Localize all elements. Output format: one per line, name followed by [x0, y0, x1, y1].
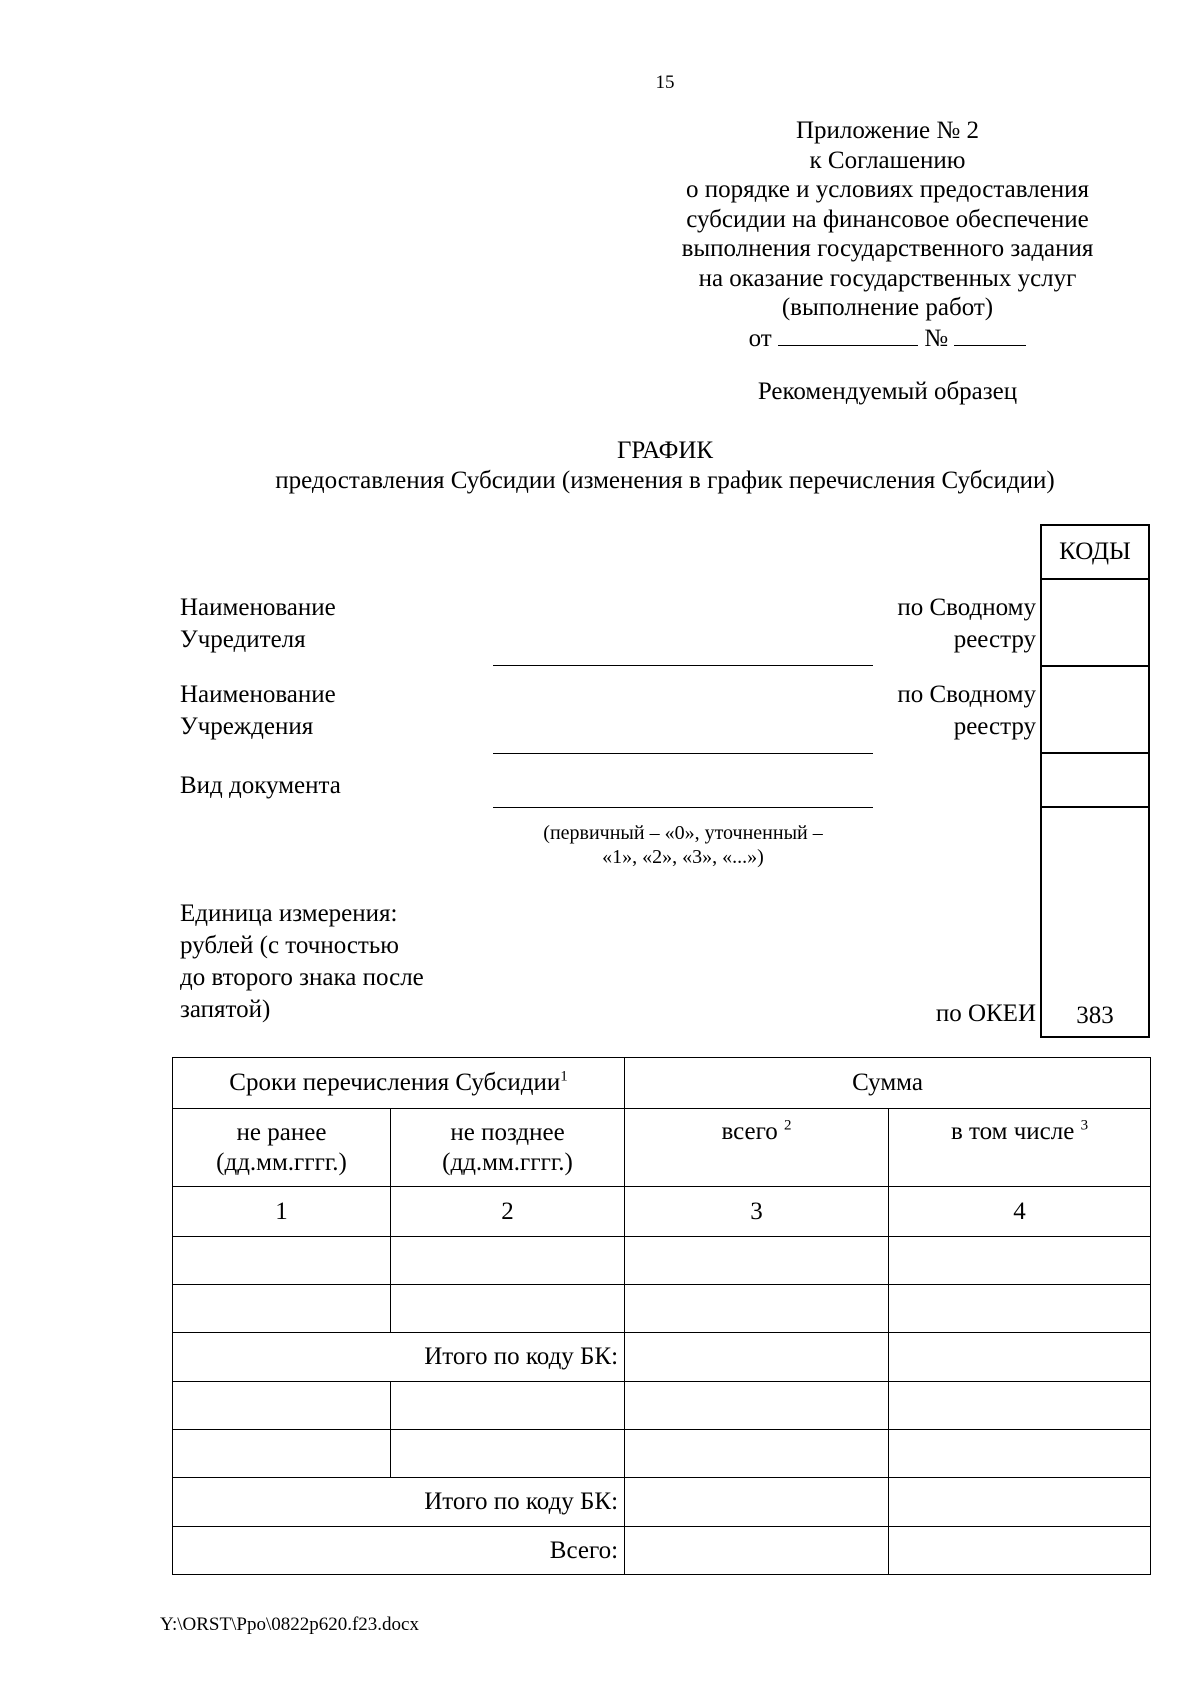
unit-label-line: до второго знака после [180, 964, 424, 991]
subtotal-label: Итого по коду БК: [173, 1478, 625, 1527]
table-cell[interactable] [391, 1237, 625, 1285]
subtotal-row [173, 1333, 1151, 1382]
sample-label: Рекомендуемый образец [757, 378, 1018, 405]
okei-label: по ОКЕИ [935, 1000, 1036, 1027]
registry-label-line: по Сводному [897, 594, 1036, 621]
col-total [625, 1109, 889, 1187]
doc-type-hint [493, 821, 873, 869]
table-cell[interactable] [889, 1430, 1151, 1478]
appendix-block [640, 116, 1135, 353]
institution-name-line[interactable] [493, 753, 873, 754]
col-number: 1 [173, 1187, 391, 1237]
table-cell[interactable] [889, 1382, 1151, 1430]
doc-type-line[interactable] [493, 807, 873, 808]
institution-name-label [180, 679, 336, 743]
table-cell[interactable] [889, 1333, 1151, 1382]
col-not-before [173, 1109, 391, 1187]
table-row [173, 1382, 1151, 1430]
appendix-line: о порядке и условиях предоставления [685, 176, 1090, 203]
subtotal-row [173, 1478, 1151, 1527]
appendix-line: Приложение № 2 [795, 117, 980, 144]
table-row [173, 1237, 1151, 1285]
table-row [173, 1430, 1151, 1478]
col-including-text: в том числе [950, 1118, 1075, 1145]
codes-header: КОДЫ [1042, 526, 1148, 580]
unit-label [180, 898, 424, 1026]
table-cell[interactable] [625, 1430, 889, 1478]
date-blank[interactable] [778, 323, 918, 346]
institution-label-line: Учреждения [180, 713, 314, 740]
appendix-line: субсидии на финансовое обеспечение [686, 205, 1089, 233]
header-sum: Сумма [625, 1058, 1151, 1109]
footnote-2: 2 [784, 1117, 792, 1134]
col-not-after-line: не позднее [450, 1118, 565, 1146]
header-terms-text: Сроки перечисления Субсидии [229, 1069, 561, 1096]
title-main: ГРАФИК [616, 437, 714, 464]
table-cell[interactable] [889, 1285, 1151, 1333]
col-not-after-line: (дд.мм.гггг.) [442, 1148, 573, 1176]
appendix-line: на оказание государственных услуг [698, 264, 1077, 292]
table-cell[interactable] [173, 1285, 391, 1333]
footnote-3: 3 [1080, 1117, 1089, 1134]
hint-line: (первичный – «0», уточненный – [543, 822, 823, 844]
col-not-after [391, 1109, 625, 1187]
table-cell[interactable] [625, 1527, 889, 1575]
table-cell[interactable] [173, 1237, 391, 1285]
table-cell[interactable] [625, 1333, 889, 1382]
page-number: 15 [655, 72, 675, 93]
table-header-row [173, 1058, 1151, 1109]
col-number: 3 [625, 1187, 889, 1237]
table-cell[interactable] [391, 1382, 625, 1430]
table-cell[interactable] [889, 1237, 1151, 1285]
founder-name-label [180, 592, 336, 656]
table-cell[interactable] [625, 1237, 889, 1285]
number-blank[interactable] [954, 323, 1026, 346]
header-terms [173, 1058, 625, 1109]
founder-label-line: Учредителя [180, 626, 306, 653]
appendix-line: (выполнение работ) [781, 294, 994, 321]
doc-type-code[interactable] [1042, 754, 1148, 808]
institution-registry-label [846, 679, 1036, 743]
table-cell[interactable] [625, 1382, 889, 1430]
codes-column [1040, 524, 1150, 1038]
col-not-before-line: не ранее [236, 1118, 327, 1146]
from-label: от [748, 324, 772, 352]
table-cell[interactable] [625, 1478, 889, 1527]
table-cell[interactable] [889, 1527, 1151, 1575]
grand-total-label: Всего: [173, 1527, 625, 1575]
unit-label-line: рублей (с точностью [180, 932, 399, 959]
doc-type-label: Вид документа [180, 772, 341, 799]
appendix-line: выполнения государственного задания [681, 235, 1094, 262]
schedule-table [172, 1057, 1151, 1575]
founder-label-line: Наименование [180, 594, 336, 621]
table-row [173, 1285, 1151, 1333]
column-number-row [173, 1187, 1151, 1237]
founder-registry-label [846, 592, 1036, 656]
document-title [150, 436, 1180, 496]
registry-label-line: реестру [953, 713, 1036, 740]
table-cell[interactable] [889, 1478, 1151, 1527]
appendix-line: к Соглашению [809, 146, 966, 174]
unit-label-line: запятой) [180, 996, 271, 1023]
registry-label-line: реестру [953, 626, 1036, 653]
title-sub: предоставления Субсидии (изменения в график перечисления Субсидии) [275, 467, 1055, 494]
col-including [889, 1109, 1151, 1187]
hint-line: «1», «2», «3», «...») [602, 846, 764, 868]
table-subheader-row [173, 1109, 1151, 1187]
number-label: № [924, 324, 949, 352]
table-cell[interactable] [173, 1430, 391, 1478]
founder-registry-code[interactable] [1042, 580, 1148, 667]
subtotal-label: Итого по коду БК: [173, 1333, 625, 1382]
table-cell[interactable] [625, 1285, 889, 1333]
col-total-text: всего [721, 1118, 778, 1145]
unit-label-line: Единица измерения: [180, 900, 398, 927]
appendix-date-line [640, 323, 1135, 354]
footnote-1: 1 [560, 1068, 568, 1085]
col-not-before-line: (дд.мм.гггг.) [216, 1148, 347, 1176]
institution-registry-code[interactable] [1042, 667, 1148, 754]
registry-label-line: по Сводному [897, 681, 1036, 708]
col-number: 4 [889, 1187, 1151, 1237]
table-cell[interactable] [391, 1430, 625, 1478]
col-number: 2 [391, 1187, 625, 1237]
institution-label-line: Наименование [180, 681, 336, 708]
table-cell[interactable] [173, 1382, 391, 1430]
table-cell[interactable] [391, 1285, 625, 1333]
founder-name-line[interactable] [493, 665, 873, 666]
okei-code: 383 [1076, 1002, 1114, 1029]
footer-file-path: Y:\ORST\Ppo\0822p620.f23.docx [160, 1614, 419, 1635]
grand-total-row [173, 1527, 1151, 1575]
